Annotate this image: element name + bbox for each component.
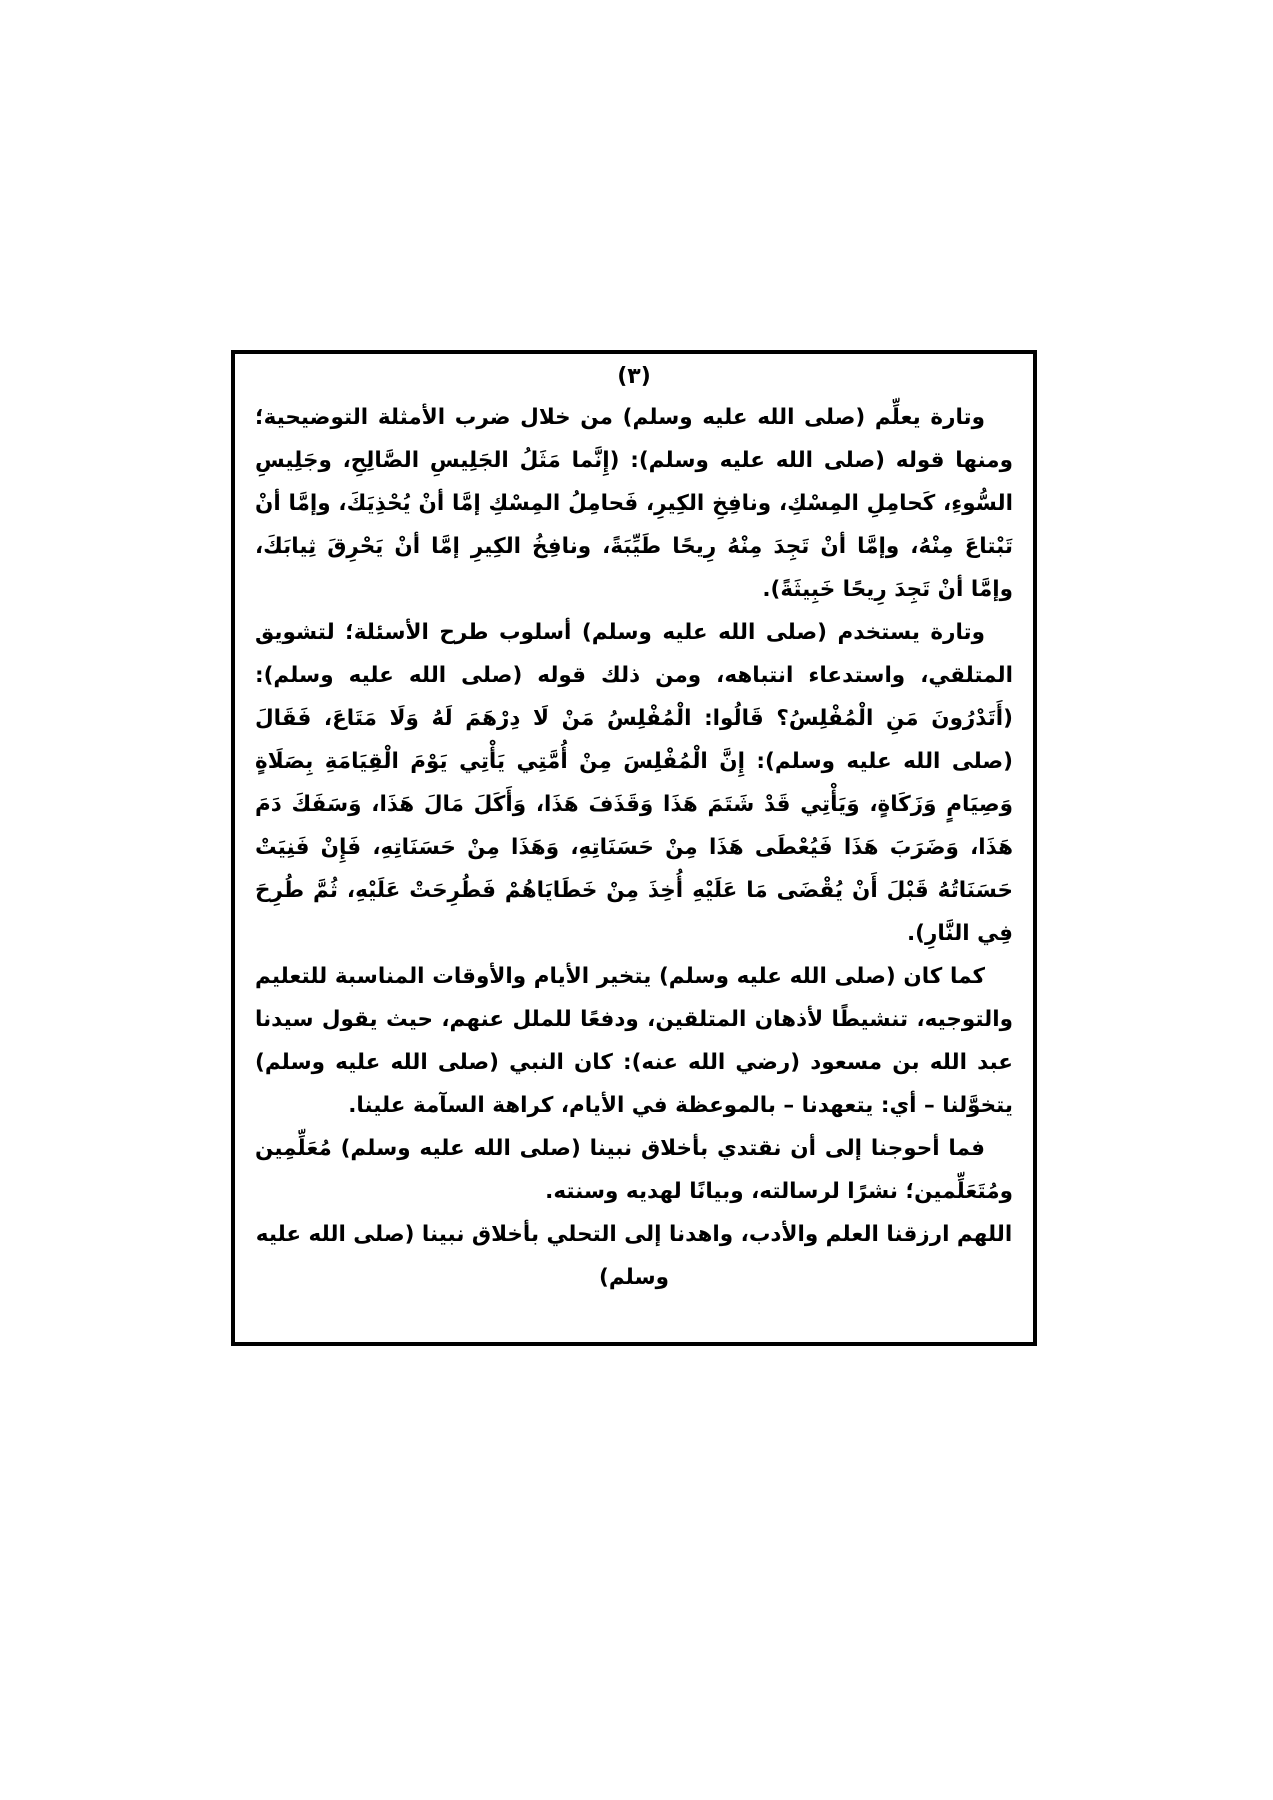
closing-prayer: اللهم ارزقنا العلم والأدب، واهدنا إلى التحلي بأخلاق نبينا (صلى الله عليه وسلم) (255, 1222, 1013, 1290)
paragraph-timing: كما كان (صلى الله عليه وسلم) يتخير الأيام والأوقات المناسبة للتعليم والتوجيه، تنشيطًا لأذهان المتلقين، ودفعًا للملل عنهم، حيث يقول سيدنا عبد الله بن مسعود (رضي الله عنه): كان النبي (صلى الله عليه وسلم) يتخوَّلنا – أي: يتعهدنا – بالموعظة في الأيام، كراهة السآمة علينا. (255, 964, 1013, 1118)
paragraph-conclusion: فما أحوجنا إلى أن نقتدي بأخلاق نبينا (صلى الله عليه وسلم) مُعَلِّمِين ومُتَعَلِّمين؛ نشرًا لرسالته، وبيانًا لهديه وسنته. (255, 1136, 1013, 1204)
page-frame (231, 350, 1037, 1346)
page-number: (٣) (617, 364, 651, 389)
paragraph-questions: وتارة يستخدم (صلى الله عليه وسلم) أسلوب طرح الأسئلة؛ لتشويق المتلقي، واستدعاء انتباهه، ومن ذلك قوله (صلى الله عليه وسلم): (أَتَدْرُونَ مَنِ الْمُفْلِسُ؟ قَالُوا: الْمُفْلِسُ مَنْ لَا دِرْهَمَ لَهُ وَلَا مَتَاعَ، فَقَالَ (صلى الله عليه وسلم): إِنَّ الْمُفْلِسَ مِنْ أُمَّتِي يَأْتِي يَوْمَ الْقِيَامَةِ بِصَلَاةٍ وَصِيَامٍ وَزَكَاةٍ، وَيَأْتِي قَدْ شَتَمَ هَذَا وَقَذَفَ هَذَا، وَأَكَلَ مَالَ هَذَا، وَسَفَكَ دَمَ هَذَا، وَضَرَبَ هَذَا فَيُعْطَى هَذَا مِنْ حَسَنَاتِهِ، وَهَذَا مِنْ حَسَنَاتِهِ، فَإِنْ فَنِيَتْ حَسَنَاتُهُ قَبْلَ أَنْ يُقْضَى مَا عَلَيْهِ أُخِذَ مِنْ خَطَايَاهُمْ فَطُرِحَتْ عَلَيْهِ، ثُمَّ طُرِحَ فِي النَّارِ). (255, 620, 1013, 946)
paragraph-examples: وتارة يعلِّم (صلى الله عليه وسلم) من خلال ضرب الأمثلة التوضيحية؛ ومنها قوله (صلى الله عليه وسلم): (إِنَّما مَثَلُ الجَلِيسِ الصَّالِحِ، وجَلِيسِ السُّوءِ، كَحامِلِ المِسْكِ، ونافِخِ الكِيرِ، فَحامِلُ المِسْكِ إمَّا أنْ يُحْذِيَكَ، وإمَّا أنْ تَبْتاعَ مِنْهُ، وإمَّا أنْ تَجِدَ مِنْهُ رِيحًا طَيِّبَةً، ونافِخُ الكِيرِ إمَّا أنْ يَحْرِقَ ثِيابَكَ، وإمَّا أنْ تَجِدَ رِيحًا خَبِيثَةً). (255, 405, 1013, 602)
